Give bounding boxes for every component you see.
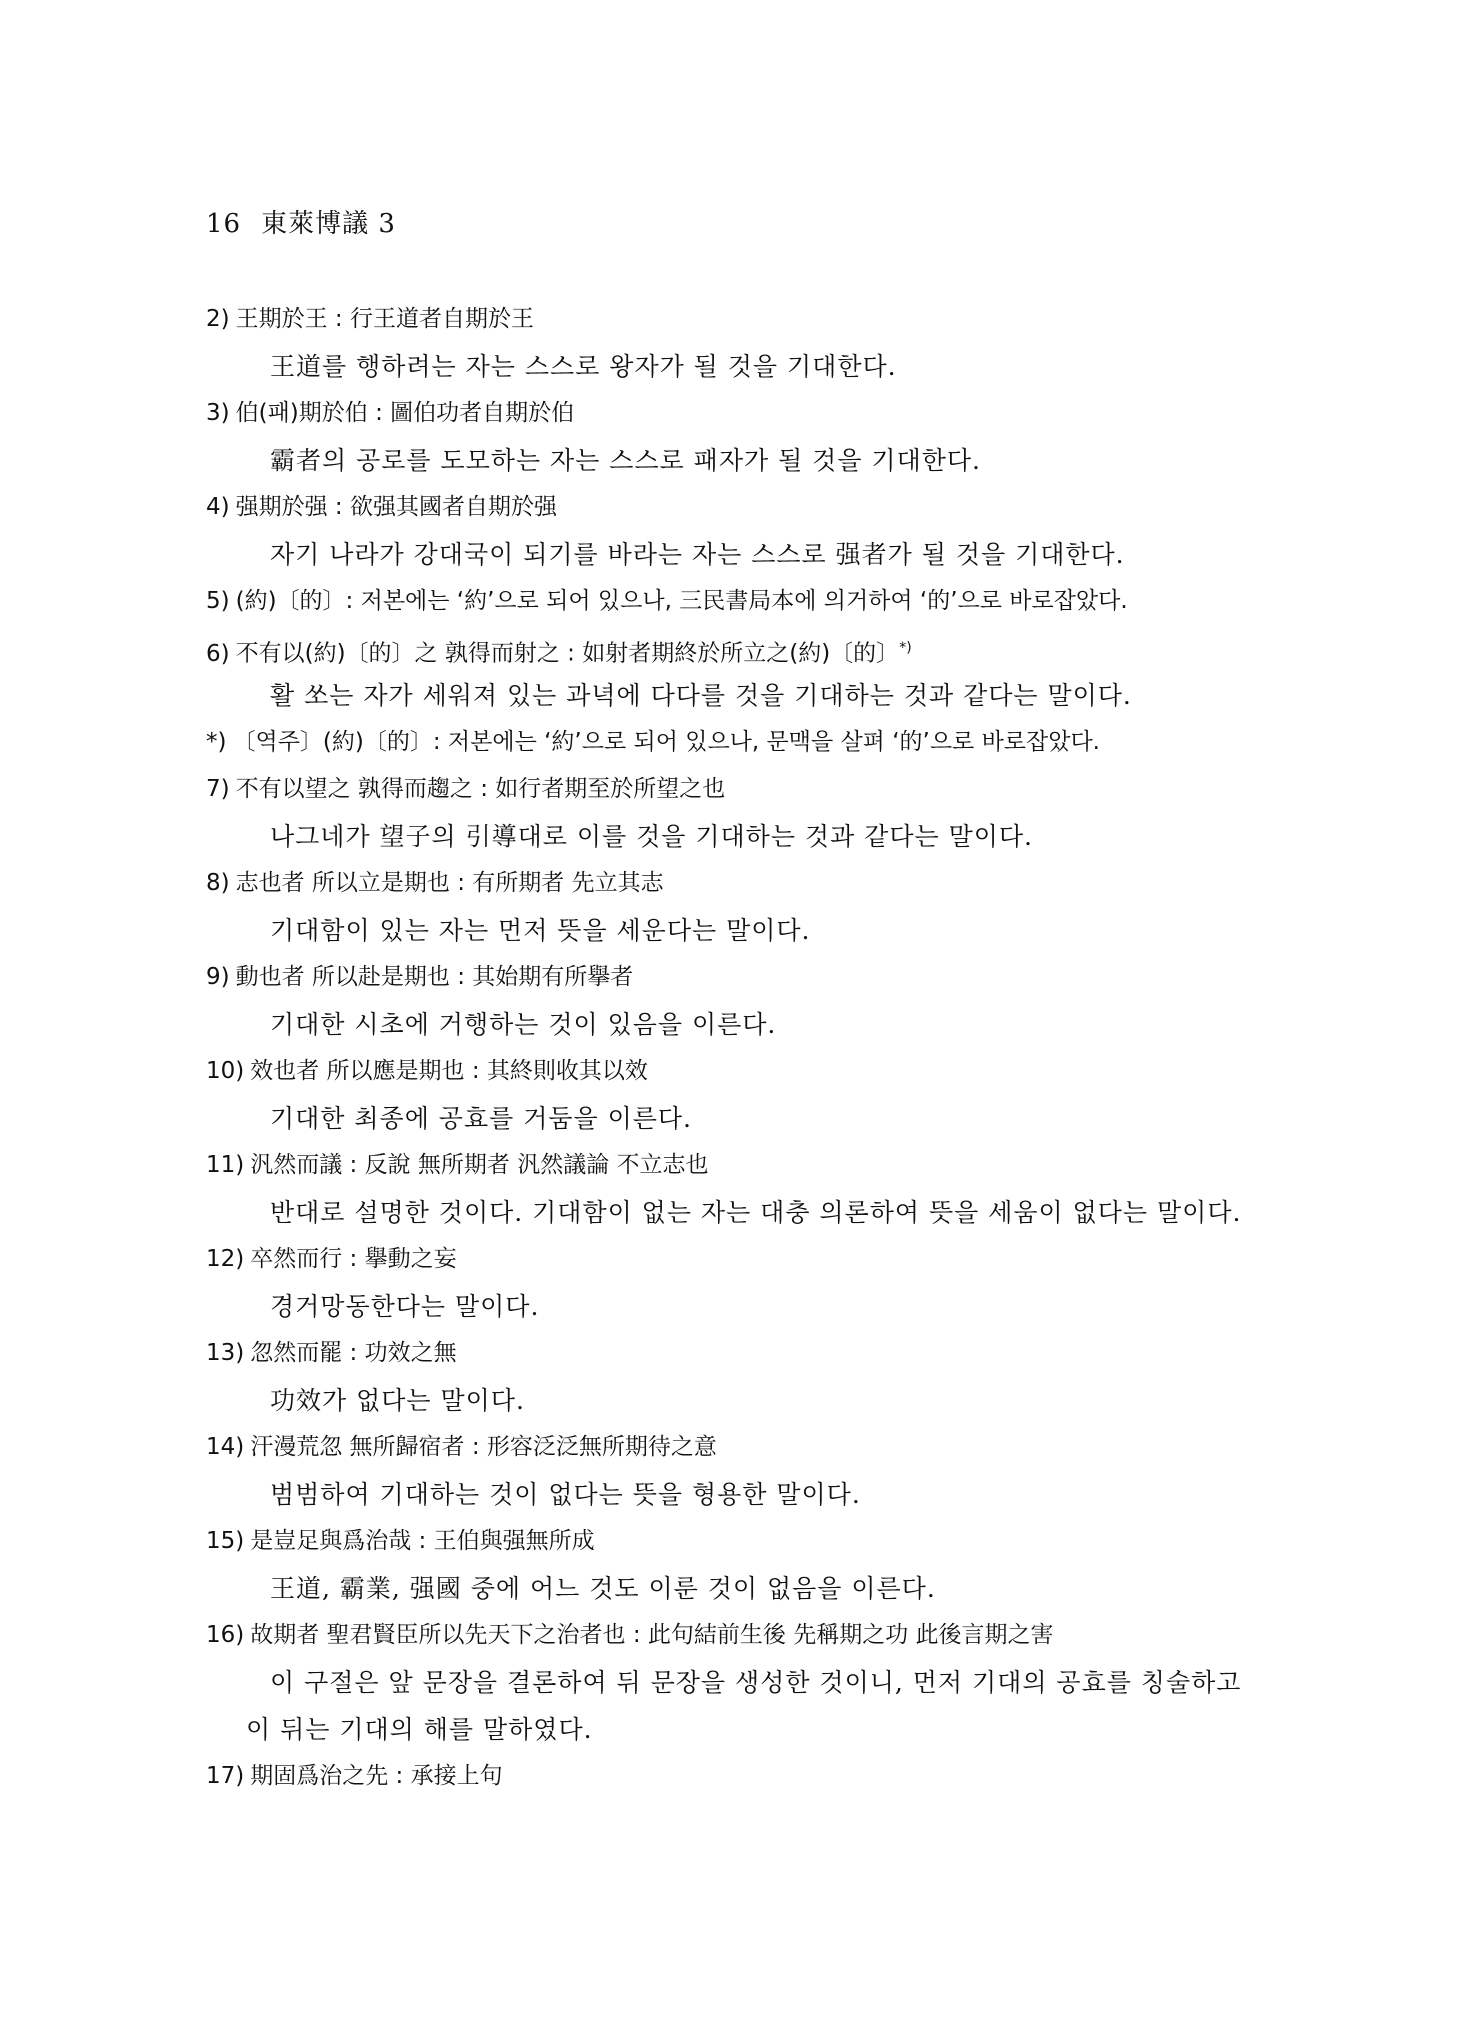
footnote-head-text: 不有以望之 孰得而趨之 : 如行者期至於所望之也 xyxy=(235,776,726,802)
footnote-head xyxy=(206,1612,1296,1659)
footnote-number: 7) xyxy=(206,776,230,802)
translator-note-text: 〔역주〕(約)〔的〕: 저본에는 ‘約’으로 되어 있으나, 문맥을 살펴 ‘的’으로 바로잡았다. xyxy=(232,729,1100,755)
footnote-number: 9) xyxy=(206,964,230,990)
translator-note xyxy=(206,719,1296,766)
footnote xyxy=(206,860,1296,954)
footnote-translation: 기대함이 있는 자는 먼저 뜻을 세운다는 말이다. xyxy=(270,916,811,945)
footnote-translation: 霸者의 공로를 도모하는 자는 스스로 패자가 될 것을 기대한다. xyxy=(270,446,981,475)
footnote xyxy=(206,296,1296,390)
footnote-head-text: (約)〔的〕: 저본에는 ‘約’으로 되어 있으나, 三民書局本에 의거하여 ‘的’으로 바로잡았다. xyxy=(235,588,1128,614)
footnote-head xyxy=(206,296,1296,343)
footnote-translation: 功效가 없다는 말이다. xyxy=(270,1386,525,1415)
book-title: 東萊博議 3 xyxy=(261,209,396,239)
footnote-number: 11) xyxy=(206,1152,245,1178)
footnote-head xyxy=(206,1330,1296,1377)
footnote-head xyxy=(206,1048,1296,1095)
footnote-head-text: 是豈足與爲治哉 : 王伯與强無所成 xyxy=(250,1528,595,1554)
footnote-head xyxy=(206,625,1296,672)
footnote-head-text: 强期於强 : 欲强其國者自期於强 xyxy=(235,494,557,520)
footnote-number: 10) xyxy=(206,1058,245,1084)
footnote-head xyxy=(206,954,1296,1001)
footnote-number: 8) xyxy=(206,870,230,896)
footnote-head xyxy=(206,766,1296,813)
footnote-translation: 王道를 행하려는 자는 스스로 왕자가 될 것을 기대한다. xyxy=(270,352,897,381)
footnote-head-text: 期固爲治之先 : 承接上句 xyxy=(250,1763,503,1789)
footnote xyxy=(206,1753,1296,1800)
footnote-number: 5) xyxy=(206,588,230,614)
footnote-list xyxy=(206,296,1296,1800)
footnote-head-text: 動也者 所以赴是期也 : 其始期有所擧者 xyxy=(235,964,634,990)
footnote-number: 15) xyxy=(206,1528,245,1554)
footnote-translation: 王道, 霸業, 强國 중에 어느 것도 이룬 것이 없음을 이른다. xyxy=(270,1574,936,1603)
translator-note-line xyxy=(206,719,1296,766)
footnote-translation: 기대한 시초에 거행하는 것이 있음을 이른다. xyxy=(270,1010,777,1039)
footnote-number: 13) xyxy=(206,1340,245,1366)
footnote-head-text: 不有以(約)〔的〕之 孰得而射之 : 如射者期終於所立之(約)〔的〕 xyxy=(235,640,900,667)
footnote-number: 16) xyxy=(206,1622,245,1648)
footnote-head xyxy=(206,1753,1296,1800)
footnote xyxy=(206,1424,1296,1518)
page-number: 16 xyxy=(206,209,242,239)
footnote-number: 3) xyxy=(206,400,230,426)
footnote-head-text: 效也者 所以應是期也 : 其終則收其以效 xyxy=(250,1058,648,1084)
footnote xyxy=(206,1048,1296,1142)
footnote-number: 4) xyxy=(206,494,230,520)
footnote-number: 17) xyxy=(206,1763,245,1789)
footnote-head xyxy=(206,1518,1296,1565)
translator-note-mark: *) xyxy=(206,729,227,755)
footnote xyxy=(206,1236,1296,1330)
footnote-head xyxy=(206,390,1296,437)
footnote xyxy=(206,1330,1296,1424)
footnote-head xyxy=(206,578,1296,625)
footnote xyxy=(206,1518,1296,1612)
footnote-head-text: 忽然而罷 : 功效之無 xyxy=(250,1340,457,1366)
footnote-translation: 기대한 최종에 공효를 거둠을 이른다. xyxy=(270,1104,692,1133)
footnote-translation: 나그네가 望子의 引導대로 이를 것을 기대하는 것과 같다는 말이다. xyxy=(270,822,1033,851)
footnote-head-text: 汗漫荒忽 無所歸宿者 : 形容泛泛無所期待之意 xyxy=(250,1434,717,1460)
footnote-head-text: 汎然而議 : 反說 無所期者 汎然議論 不立志也 xyxy=(250,1152,709,1178)
footnote-translation: 자기 나라가 강대국이 되기를 바라는 자는 스스로 强者가 될 것을 기대한다. xyxy=(270,540,1125,569)
footnote-head xyxy=(206,860,1296,907)
footnote xyxy=(206,484,1296,578)
footnote-head-text: 王期於王 : 行王道者自期於王 xyxy=(235,306,534,332)
footnote xyxy=(206,390,1296,484)
footnote-translation: 경거망동한다는 말이다. xyxy=(270,1292,540,1321)
footnote-number: 6) xyxy=(206,640,230,667)
footnote-translation: 이 구절은 앞 문장을 결론하여 뒤 문장을 생성한 것이니, 먼저 기대의 공효를 칭술하고 xyxy=(270,1668,1242,1697)
footnote-translation: 범범하여 기대하는 것이 없다는 뜻을 형용한 말이다. xyxy=(270,1480,861,1509)
footnote xyxy=(206,578,1296,625)
footnote-number: 14) xyxy=(206,1434,245,1460)
footnote-superscript: *) xyxy=(899,640,912,656)
footnote-number: 12) xyxy=(206,1246,245,1272)
footnote-head-text: 卒然而行 : 擧動之妄 xyxy=(250,1246,457,1272)
footnote-head xyxy=(206,1424,1296,1471)
footnote xyxy=(206,766,1296,860)
footnote-head-text: 志也者 所以立是期也 : 有所期者 先立其志 xyxy=(235,870,664,896)
footnote-number: 2) xyxy=(206,306,230,332)
running-head xyxy=(206,203,396,240)
footnote xyxy=(206,954,1296,1048)
footnote xyxy=(206,625,1296,719)
footnote-translation: 반대로 설명한 것이다. 기대함이 없는 자는 대충 의론하여 뜻을 세움이 없다는 말이다. xyxy=(270,1198,1242,1227)
footnote xyxy=(206,1612,1296,1753)
footnote-head xyxy=(206,1236,1296,1283)
footnote-translation-continued: 이 뒤는 기대의 해를 말하였다. xyxy=(246,1715,593,1744)
footnote-head xyxy=(206,1142,1296,1189)
footnote-head-text: 伯(패)期於伯 : 圖伯功者自期於伯 xyxy=(235,400,575,426)
footnote-head xyxy=(206,484,1296,531)
footnote-head-text: 故期者 聖君賢臣所以先天下之治者也 : 此句結前生後 先稱期之功 此後言期之害 xyxy=(250,1622,1054,1648)
footnote-translation: 활 쏘는 자가 세워져 있는 과녁에 다다를 것을 기대하는 것과 같다는 말이다. xyxy=(270,681,1132,710)
footnote xyxy=(206,1142,1296,1236)
